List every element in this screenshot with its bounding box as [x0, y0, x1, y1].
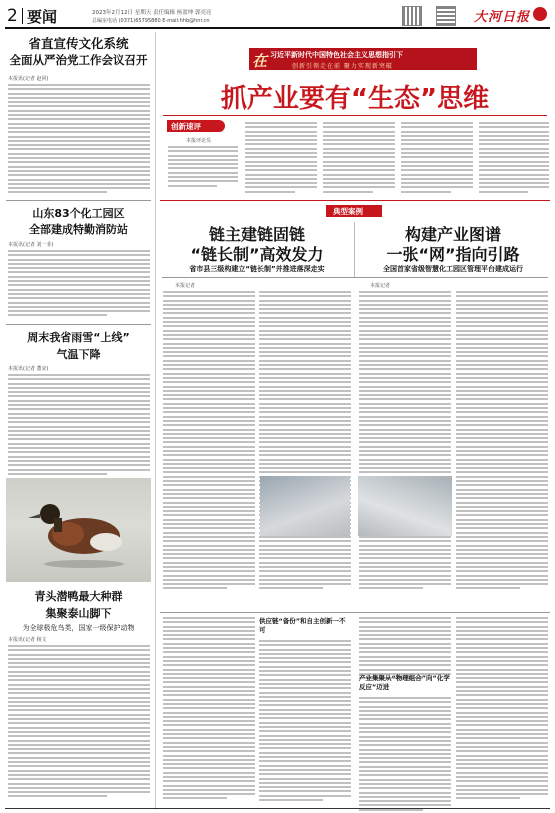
- article-byline: 本报讯(记者 刘一菲): [8, 242, 54, 248]
- banner-subtitle: 创新引领走在前 聚力实现新突破: [292, 63, 393, 70]
- section-divider: [22, 8, 23, 24]
- story-body: [456, 291, 548, 592]
- article-title: 全面从严治党工作会议召开: [9, 53, 148, 67]
- issue-line: 2023年2月12日 星期天 责任编辑 杨盈坤 郭亮亮: [92, 10, 212, 16]
- newspaper-logo: 大河日报: [474, 10, 531, 25]
- commentary-body: [168, 146, 238, 189]
- bottom-rule: [5, 808, 550, 809]
- banner-emblem: 在: [252, 52, 268, 70]
- banner-title: 习近平新时代中国特色社会主义思想指引下: [270, 51, 403, 59]
- commentary-byline: 本报评论员: [186, 138, 212, 144]
- story-body: [259, 640, 351, 803]
- article-byline: 本报讯(记者 杨文: [8, 637, 47, 643]
- article-body: [8, 645, 150, 800]
- story-byline: 本报记者: [370, 283, 391, 289]
- story-body: [359, 617, 451, 681]
- commentary-body: [479, 122, 549, 195]
- article-body: [8, 250, 150, 319]
- industry-photo: [358, 476, 452, 536]
- article-divider: [6, 200, 151, 201]
- article-body: [8, 84, 150, 196]
- duck-photo: [6, 478, 151, 582]
- story-body: [359, 697, 451, 813]
- story-subheadline: 全国首家省级智慧化工园区管理平台建成运行: [383, 265, 523, 273]
- contact-line: 总编室电话 (0371)65795880 E-mail:hhb@hnr.cn: [92, 18, 210, 24]
- story-headline: 链主建链固链: [208, 225, 305, 244]
- commentary-body: [323, 122, 395, 195]
- commentary-label-text: 创新速评: [171, 122, 201, 131]
- article-title: 气温下降: [56, 348, 101, 361]
- article-title: 山东83个化工园区: [32, 207, 125, 220]
- story-body: [359, 291, 451, 592]
- main-headline: 抓产业要有“生态”思维: [220, 84, 490, 114]
- article-title: 全部建成特勤消防站: [29, 223, 128, 236]
- fold-rule: [160, 612, 550, 613]
- qr-code-icon: [436, 6, 456, 26]
- article-subtitle: 为全球极危鸟类，国家一级保护动物: [22, 624, 135, 632]
- headline-rule: [163, 115, 547, 116]
- article-title: 集聚泰山脚下: [45, 607, 112, 620]
- story-divider: [354, 222, 355, 277]
- article-title: 省直宣传文化系统: [28, 36, 129, 51]
- logo-emblem-icon: [533, 7, 547, 21]
- masthead-rule: [5, 27, 550, 29]
- story-body: [163, 291, 255, 592]
- story-subheadline: 省市县三级构建立“链长制”并推进落深走实: [189, 265, 325, 273]
- article-divider: [6, 324, 151, 325]
- article-title: 周末我省雨雪“上线”: [27, 331, 130, 344]
- commentary-body: [401, 122, 473, 195]
- story-body: [163, 617, 255, 802]
- article-byline: 本报讯(记者 董宋): [8, 366, 49, 372]
- article-body: [8, 374, 150, 477]
- story-headline: “链长制”高效发力: [190, 245, 324, 264]
- story-rule: [162, 277, 548, 278]
- story-byline: 本报记者: [175, 283, 196, 289]
- article-title: 青头潜鸭最大种群: [34, 590, 123, 603]
- story-headline: 构建产业图谱: [404, 225, 501, 244]
- page-number: 2: [7, 6, 18, 26]
- subhead: 产业集聚从“物理组合”向“化学反应”迈进: [359, 674, 450, 691]
- commentary-body: [245, 122, 317, 195]
- case-label-text: 典型案例: [333, 207, 363, 216]
- story-body: [259, 291, 351, 592]
- column-divider: [155, 32, 156, 810]
- article-byline: 本报讯(记者 赵同): [8, 76, 49, 82]
- story-headline: 一张“网”指向引路: [386, 245, 520, 264]
- section-title: 要闻: [27, 8, 58, 26]
- industry-photo: [260, 476, 350, 536]
- qr-code-icon: [402, 6, 422, 26]
- story-body: [456, 617, 548, 802]
- subhead: 供应链“备份”和自主创新一不可: [259, 617, 346, 634]
- section-rule: [160, 200, 550, 201]
